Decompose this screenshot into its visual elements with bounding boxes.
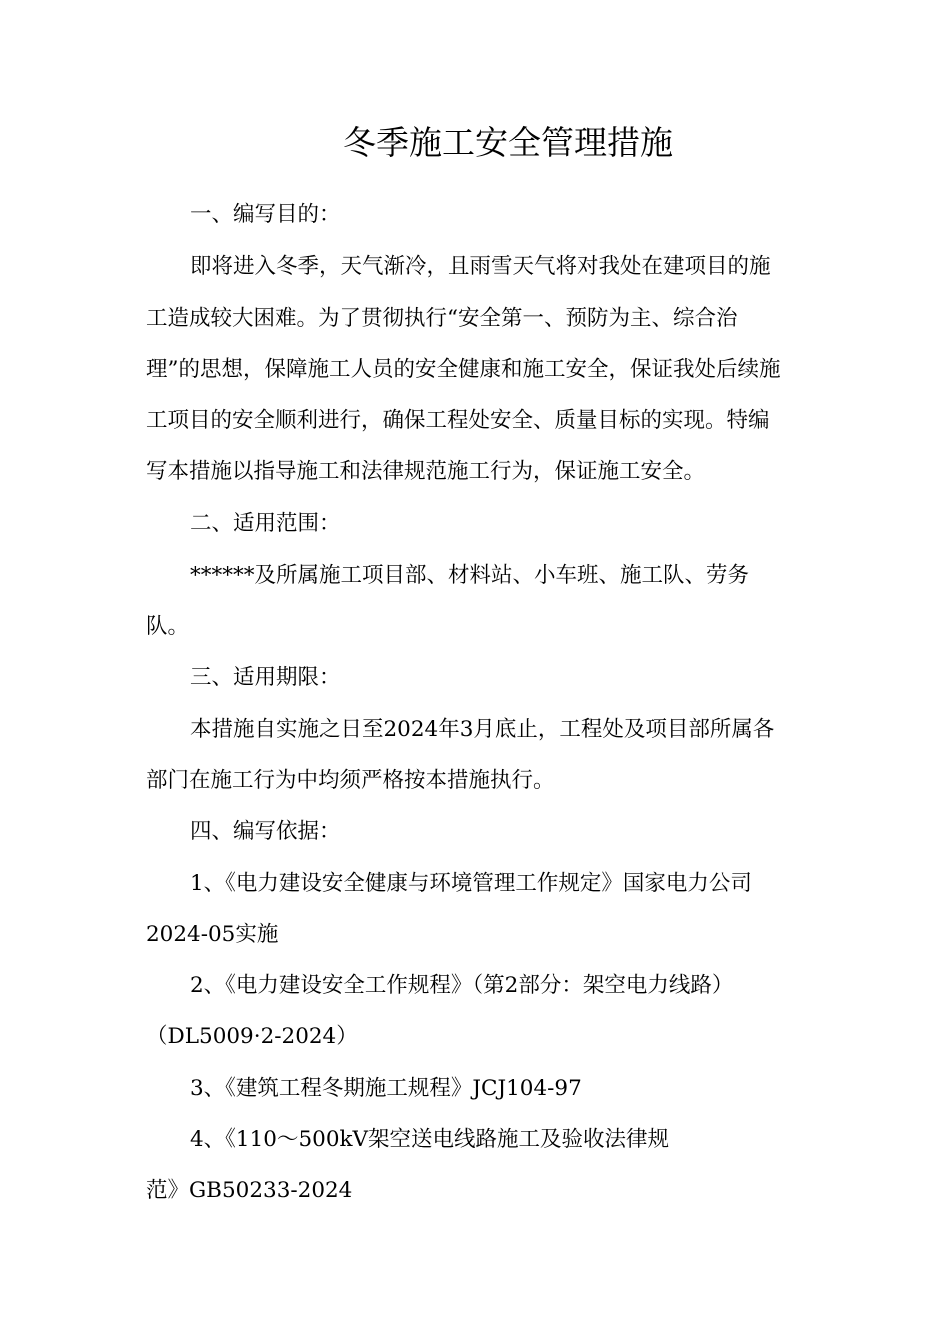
paragraph-line: 工造成较大困难。为了贯彻执行“安全第一、预防为主、综合治 <box>146 306 738 331</box>
reference-line: 3、《建筑工程冬期施工规程》JCJ104-97 <box>190 1076 582 1101</box>
reference-line: （DL5009·2-2024） <box>146 1024 358 1049</box>
paragraph-line: 本措施自实施之日至2024年3月底止，工程处及项目部所属各 <box>190 717 775 742</box>
reference-line: 1、《电力建设安全健康与环境管理工作规定》国家电力公司 <box>190 871 752 896</box>
document-title: 冬季施工安全管理措施 <box>343 123 673 162</box>
paragraph-line: 写本措施以指导施工和法律规范施工行为，保证施工安全。 <box>146 459 706 484</box>
section-heading-purpose: 一、编写目的： <box>190 202 341 227</box>
paragraph-line: 工项目的安全顺利进行，确保工程处安全、质量目标的实现。特编 <box>146 408 770 433</box>
paragraph-line: 队。 <box>146 614 190 639</box>
section-heading-basis: 四、编写依据： <box>190 819 341 844</box>
section-heading-scope: 二、适用范围： <box>190 511 341 536</box>
section-heading-period: 三、适用期限： <box>190 665 341 690</box>
paragraph-line: 部门在施工行为中均须严格按本措施执行。 <box>146 768 555 793</box>
reference-line: 4、《110～500kV架空送电线路施工及验收法律规 <box>190 1127 670 1152</box>
reference-line: 2024-05实施 <box>146 922 279 947</box>
paragraph-line: ******及所属施工项目部、材料站、小车班、施工队、劳务 <box>190 563 750 588</box>
paragraph-line: 即将进入冬季，天气渐冷，且雨雪天气将对我处在建项目的施 <box>190 254 771 279</box>
paragraph-line: 理”的思想，保障施工人员的安全健康和施工安全，保证我处后续施 <box>146 357 781 382</box>
reference-line: 2、《电力建设安全工作规程》（第2部分：架空电力线路） <box>190 973 734 998</box>
reference-line: 范》GB50233-2024 <box>146 1178 353 1203</box>
